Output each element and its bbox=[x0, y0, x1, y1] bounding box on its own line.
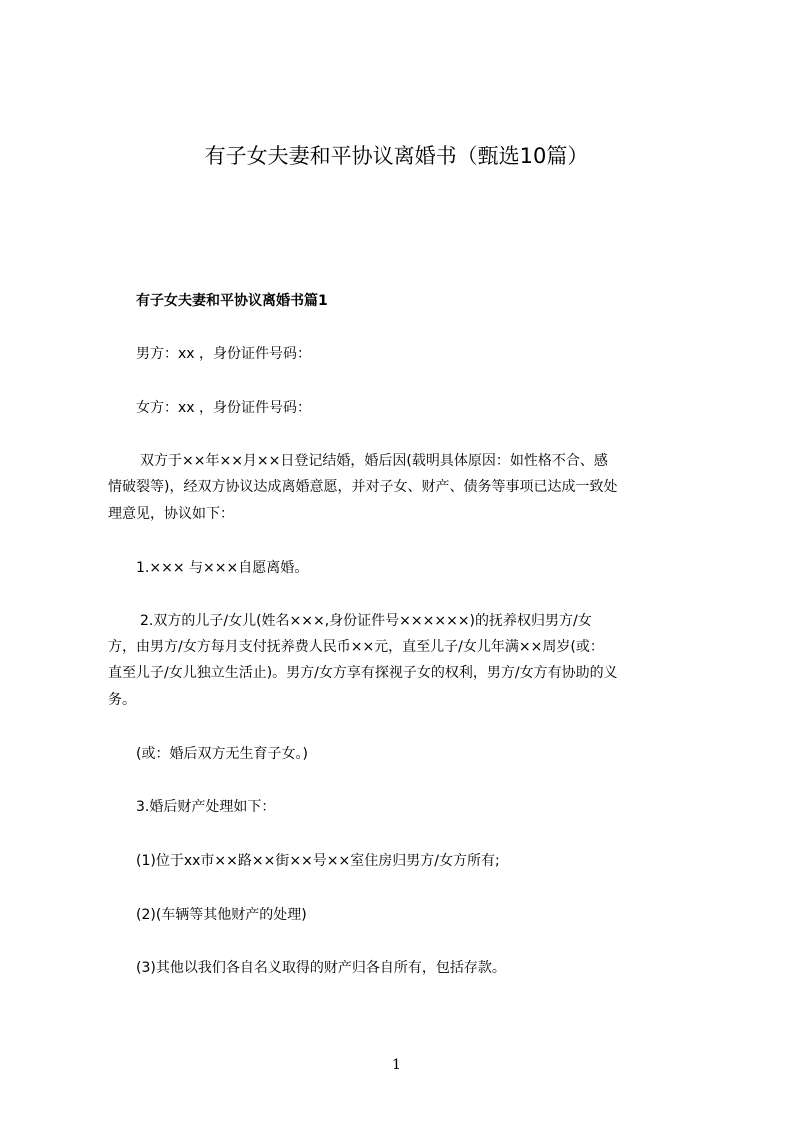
paragraph-marriage-line-1: 双方于××年××月××日登记结婚，婚后因(载明具体原因：如性格不合、感 bbox=[140, 453, 608, 469]
clause-2-line-3: 直至儿子/女儿独立生活止)。男方/女方享有探视子女的权利，男方/女方有协助的义 bbox=[108, 665, 618, 681]
clause-1: 1.××× 与×××自愿离婚。 bbox=[136, 560, 309, 576]
clause-2-line-4: 务。 bbox=[108, 692, 136, 708]
paragraph-marriage-line-2: 情破裂等)，经双方协议达成离婚意愿，并对子女、财产、债务等事项已达成一致处 bbox=[108, 479, 618, 495]
paragraph-male-party: 男方：xx ，身份证件号码： bbox=[136, 346, 312, 362]
clause-3: 3.婚后财产处理如下： bbox=[136, 799, 276, 815]
clause-2-line-2: 方，由男方/女方每月支付抚养费人民币××元，直至儿子/女儿年满××周岁(或： bbox=[108, 639, 604, 655]
clause-3-item-3: (3)其他以我们各自名义取得的财产归各自所有，包括存款。 bbox=[136, 960, 506, 976]
page-number: 1 bbox=[392, 1057, 401, 1073]
clause-2-alternative: (或：婚后双方无生育子女。) bbox=[136, 746, 308, 762]
clause-3-item-2: (2)(车辆等其他财产的处理) bbox=[136, 907, 307, 923]
paragraph-female-party: 女方：xx ，身份证件号码： bbox=[136, 400, 312, 416]
section-heading: 有子女夫妻和平协议离婚书篇1 bbox=[136, 293, 328, 309]
document-title: 有子女夫妻和平协议离婚书（甄选10篇） bbox=[204, 144, 589, 168]
clause-3-item-1: (1)位于xx市××路××街××号××室住房归男方/女方所有; bbox=[136, 853, 500, 869]
paragraph-marriage-line-3: 理意见，协议如下： bbox=[108, 506, 234, 522]
clause-2-line-1: 2.双方的儿子/女儿(姓名×××,身份证件号××××××)的抚养权归男方/女 bbox=[140, 613, 592, 629]
